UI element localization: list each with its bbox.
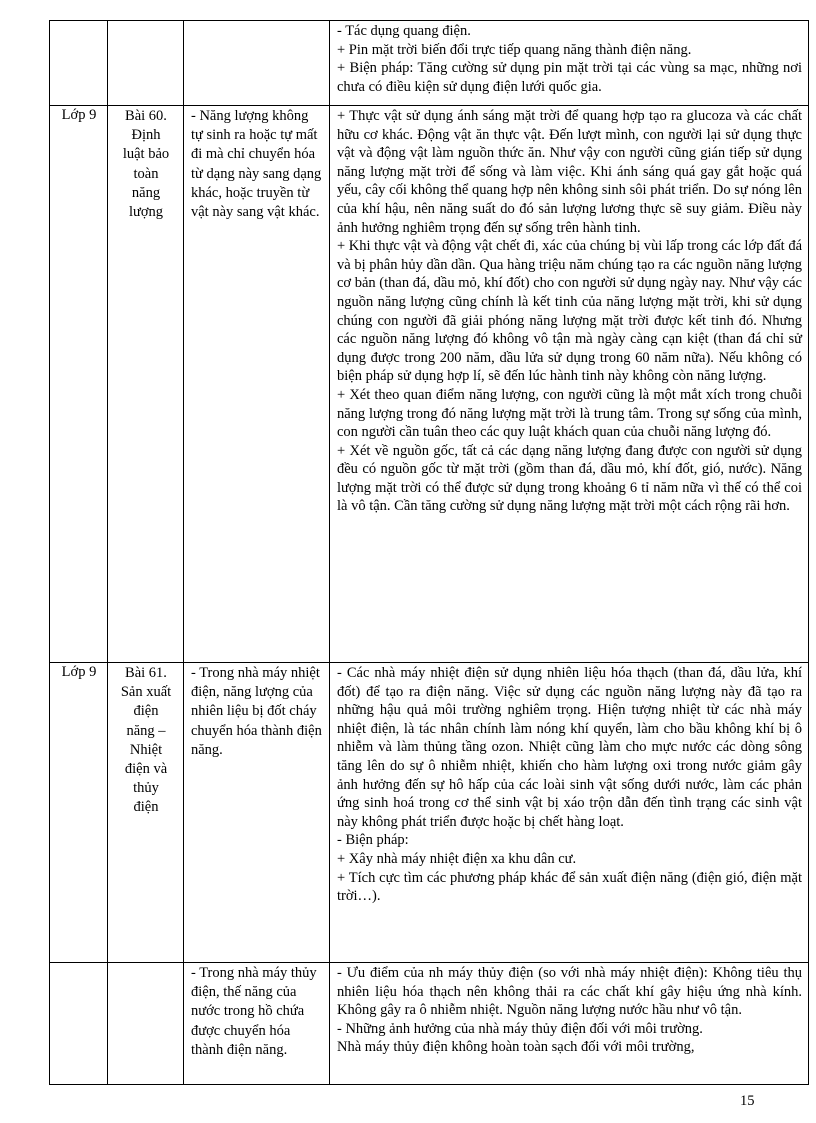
lesson-title-line: điện — [133, 799, 159, 816]
impact-paragraph: - Những ảnh hưởng của nhà máy thủy điện đối với môi trường. — [337, 1020, 703, 1037]
lesson-table — [49, 20, 809, 1085]
content-cell: - Trong nhà máy thủy điện, thế năng của nước trong hồ chứa được chuyển hóa thành điện năng. — [184, 963, 330, 1085]
impact-paragraph: - Biện pháp: — [337, 832, 409, 849]
grade-cell — [50, 963, 108, 1085]
lesson-title-line: Bài 60. — [125, 108, 167, 124]
table-row — [50, 963, 809, 1085]
table-row — [50, 21, 809, 106]
grade-cell: Lớp 9 — [50, 106, 108, 663]
grade-cell: Lớp 9 — [50, 663, 108, 963]
content-cell: - Trong nhà máy nhiệt điện, năng lượng của nhiên liệu bị đốt cháy chuyển hóa thành điện năng. — [184, 663, 330, 963]
impact-paragraph: + Xét về nguồn gốc, tất cả các dạng năng lượng đang được con người sử dụng đều có nguồn gốc từ mặt trời (gồm than đá, dầu mỏ, khí đốt, gió, nước). Năng lượng mặt trời có thể được sử dụng trong khoảng 6 tỉ năm nữa vì thế có thể coi là vô tận. Cần tăng cường sử dụng năng lượng mặt trời một cách rộng rãi hơn. — [337, 442, 802, 515]
lesson-title-line: Bài 61. — [125, 665, 167, 681]
lesson-cell — [108, 106, 184, 663]
lesson-title-line: năng — [131, 184, 161, 201]
impact-paragraph: - Tác dụng quang điện. — [337, 23, 471, 39]
lesson-title-line: Nhiệt — [129, 741, 163, 758]
lesson-cell — [108, 21, 184, 106]
lesson-title-line: điện — [133, 703, 159, 720]
impact-paragraph: + Xây nhà máy nhiệt điện xa khu dân cư. — [337, 850, 577, 867]
impact-cell — [330, 21, 809, 106]
impact-paragraph: - Ưu điểm của nh máy thủy điện (so với nhà máy nhiệt điện): Không tiêu thụ nhiên liệu hóa thạch nên không thải ra các chất khí gây hiệu ứng nhà kính. Không gây ra ô nhiễm nhiệt. Nguồn năng lượng nước hầu như vô tận. — [337, 965, 802, 1019]
content-cell — [184, 21, 330, 106]
impact-paragraph: + Xét theo quan điểm năng lượng, con người cũng là một mắt xích trong chuỗi năng lượng trong đó năng lượng mặt trời là trung tâm. Trong sự sống của mình, con người cần tuân theo các quy luật khách quan của chuỗi năng lượng đó. — [337, 386, 802, 441]
impact-paragraph: Nhà máy thủy điện không hoàn toàn sạch đối với môi trường, — [337, 1039, 695, 1056]
impact-cell — [330, 963, 809, 1085]
impact-paragraph: + Khi thực vật và động vật chết đi, xác của chúng bị vùi lấp trong các lớp đất đá và bị phân hủy dần dần. Qua hàng triệu năm chúng tạo ra các nguồn năng lượng cơ bản (than đá, dầu mỏ, khí đốt) cho con người sử dụng ngày nay. Như vậy các nguồn năng lượng cũng chính là kết tinh của năng lượng mặt trời, khi sử dụng chúng con người đã giải phóng năng lượng mặt trời được kết tinh đó. Nhưng các nguồn năng lượng đó không vô tận mà ngày càng cạn kiệt (than đá chỉ sử dụng được trong 200 năm, dầu lửa sử dụng trong 60 năm nữa). Nếu không có biện pháp sử dụng hợp lí, sẽ đến lúc hành tinh này không còn năng lượng. — [337, 238, 803, 385]
lesson-title-line: Định — [131, 127, 161, 144]
impact-paragraph: + Tích cực tìm các phương pháp khác để sản xuất điện năng (điện gió, điện mặt trời…). — [337, 869, 802, 905]
lesson-title-line: toàn — [133, 165, 159, 182]
grade-cell — [50, 21, 108, 106]
impact-cell — [330, 663, 809, 963]
impact-paragraph: + Pin mặt trời biến đổi trực tiếp quang năng thành điện năng. — [337, 41, 692, 58]
content-cell: - Năng lượng không tự sinh ra hoặc tự mất đi mà chỉ chuyển hóa từ dạng này sang dạng khác, hoặc truyền từ vật này sang vật khác. — [184, 106, 330, 663]
lesson-title-line: luật bảo — [122, 146, 170, 163]
table-row — [50, 106, 809, 663]
lesson-title-line: điện và — [124, 761, 168, 778]
page-number: 15 — [740, 1093, 755, 1109]
impact-cell — [330, 106, 809, 663]
lesson-cell — [108, 963, 184, 1085]
table-row — [50, 663, 809, 963]
impact-paragraph: + Thực vật sử dụng ánh sáng mặt trời để quang hợp tạo ra glucoza và các chất hữu cơ khác. Động vật ăn thực vật. Đến lượt mình, con người lại sử dụng thực vật và động vật làm nguồn thức ăn. Như vậy con người cũng gián tiếp sử dụng năng lượng mặt trời để sống và làm việc. Khi ánh sáng quá gay gắt hoặc quá yếu, cây cối không thể quang hợp nên không sinh sôi phát triển. Do sự nóng lên của khí hậu, nên năng suất do đó sản lượng lương thực sẽ suy giảm. Điều này ảnh hưởng nghiêm trọng đến sự sống trên hành tinh. — [337, 108, 802, 236]
lesson-title-line: năng – — [126, 722, 166, 739]
lesson-title-line: Sản xuất — [120, 684, 172, 701]
lesson-cell — [108, 663, 184, 963]
impact-paragraph: + Biện pháp: Tăng cường sử dụng pin mặt trời tại các vùng sa mạc, những nơi chưa có điều kiện sử dụng điện lưới quốc gia. — [337, 60, 802, 95]
lesson-title-line: lượng — [128, 204, 164, 221]
lesson-title-line: thủy — [133, 780, 159, 797]
impact-paragraph: - Các nhà máy nhiệt điện sử dụng nhiên liệu hóa thạch (than đá, dầu lửa, khí đốt) để tạo ra điện năng. Việc sử dụng các nguồn năng lượng này đã tạo ra những hậu quả môi trường nghiêm trọng. Hiện tượng nhiệt từ các nhà máy nhiệt điện, là tác nhân chính làm nóng khí quyển, làm cho bầu không khí bị ô nhiễm và làm thủng tầng ozon. Nhiệt cũng làm cho mực nước các dòng sông tăng lên do sự ô nhiễm nhiệt, khiến cho hàm lượng oxi trong nước giảm gây ảnh hưởng đến sự hô hấp của các loài sinh vật sống dưới nước, làm các phản ứng sinh hoá trong cơ thể sinh vật bị xáo trộn dẫn đến tình trạng các sinh vật này không phát triển được hoặc bị chết hàng loạt. — [337, 665, 802, 830]
